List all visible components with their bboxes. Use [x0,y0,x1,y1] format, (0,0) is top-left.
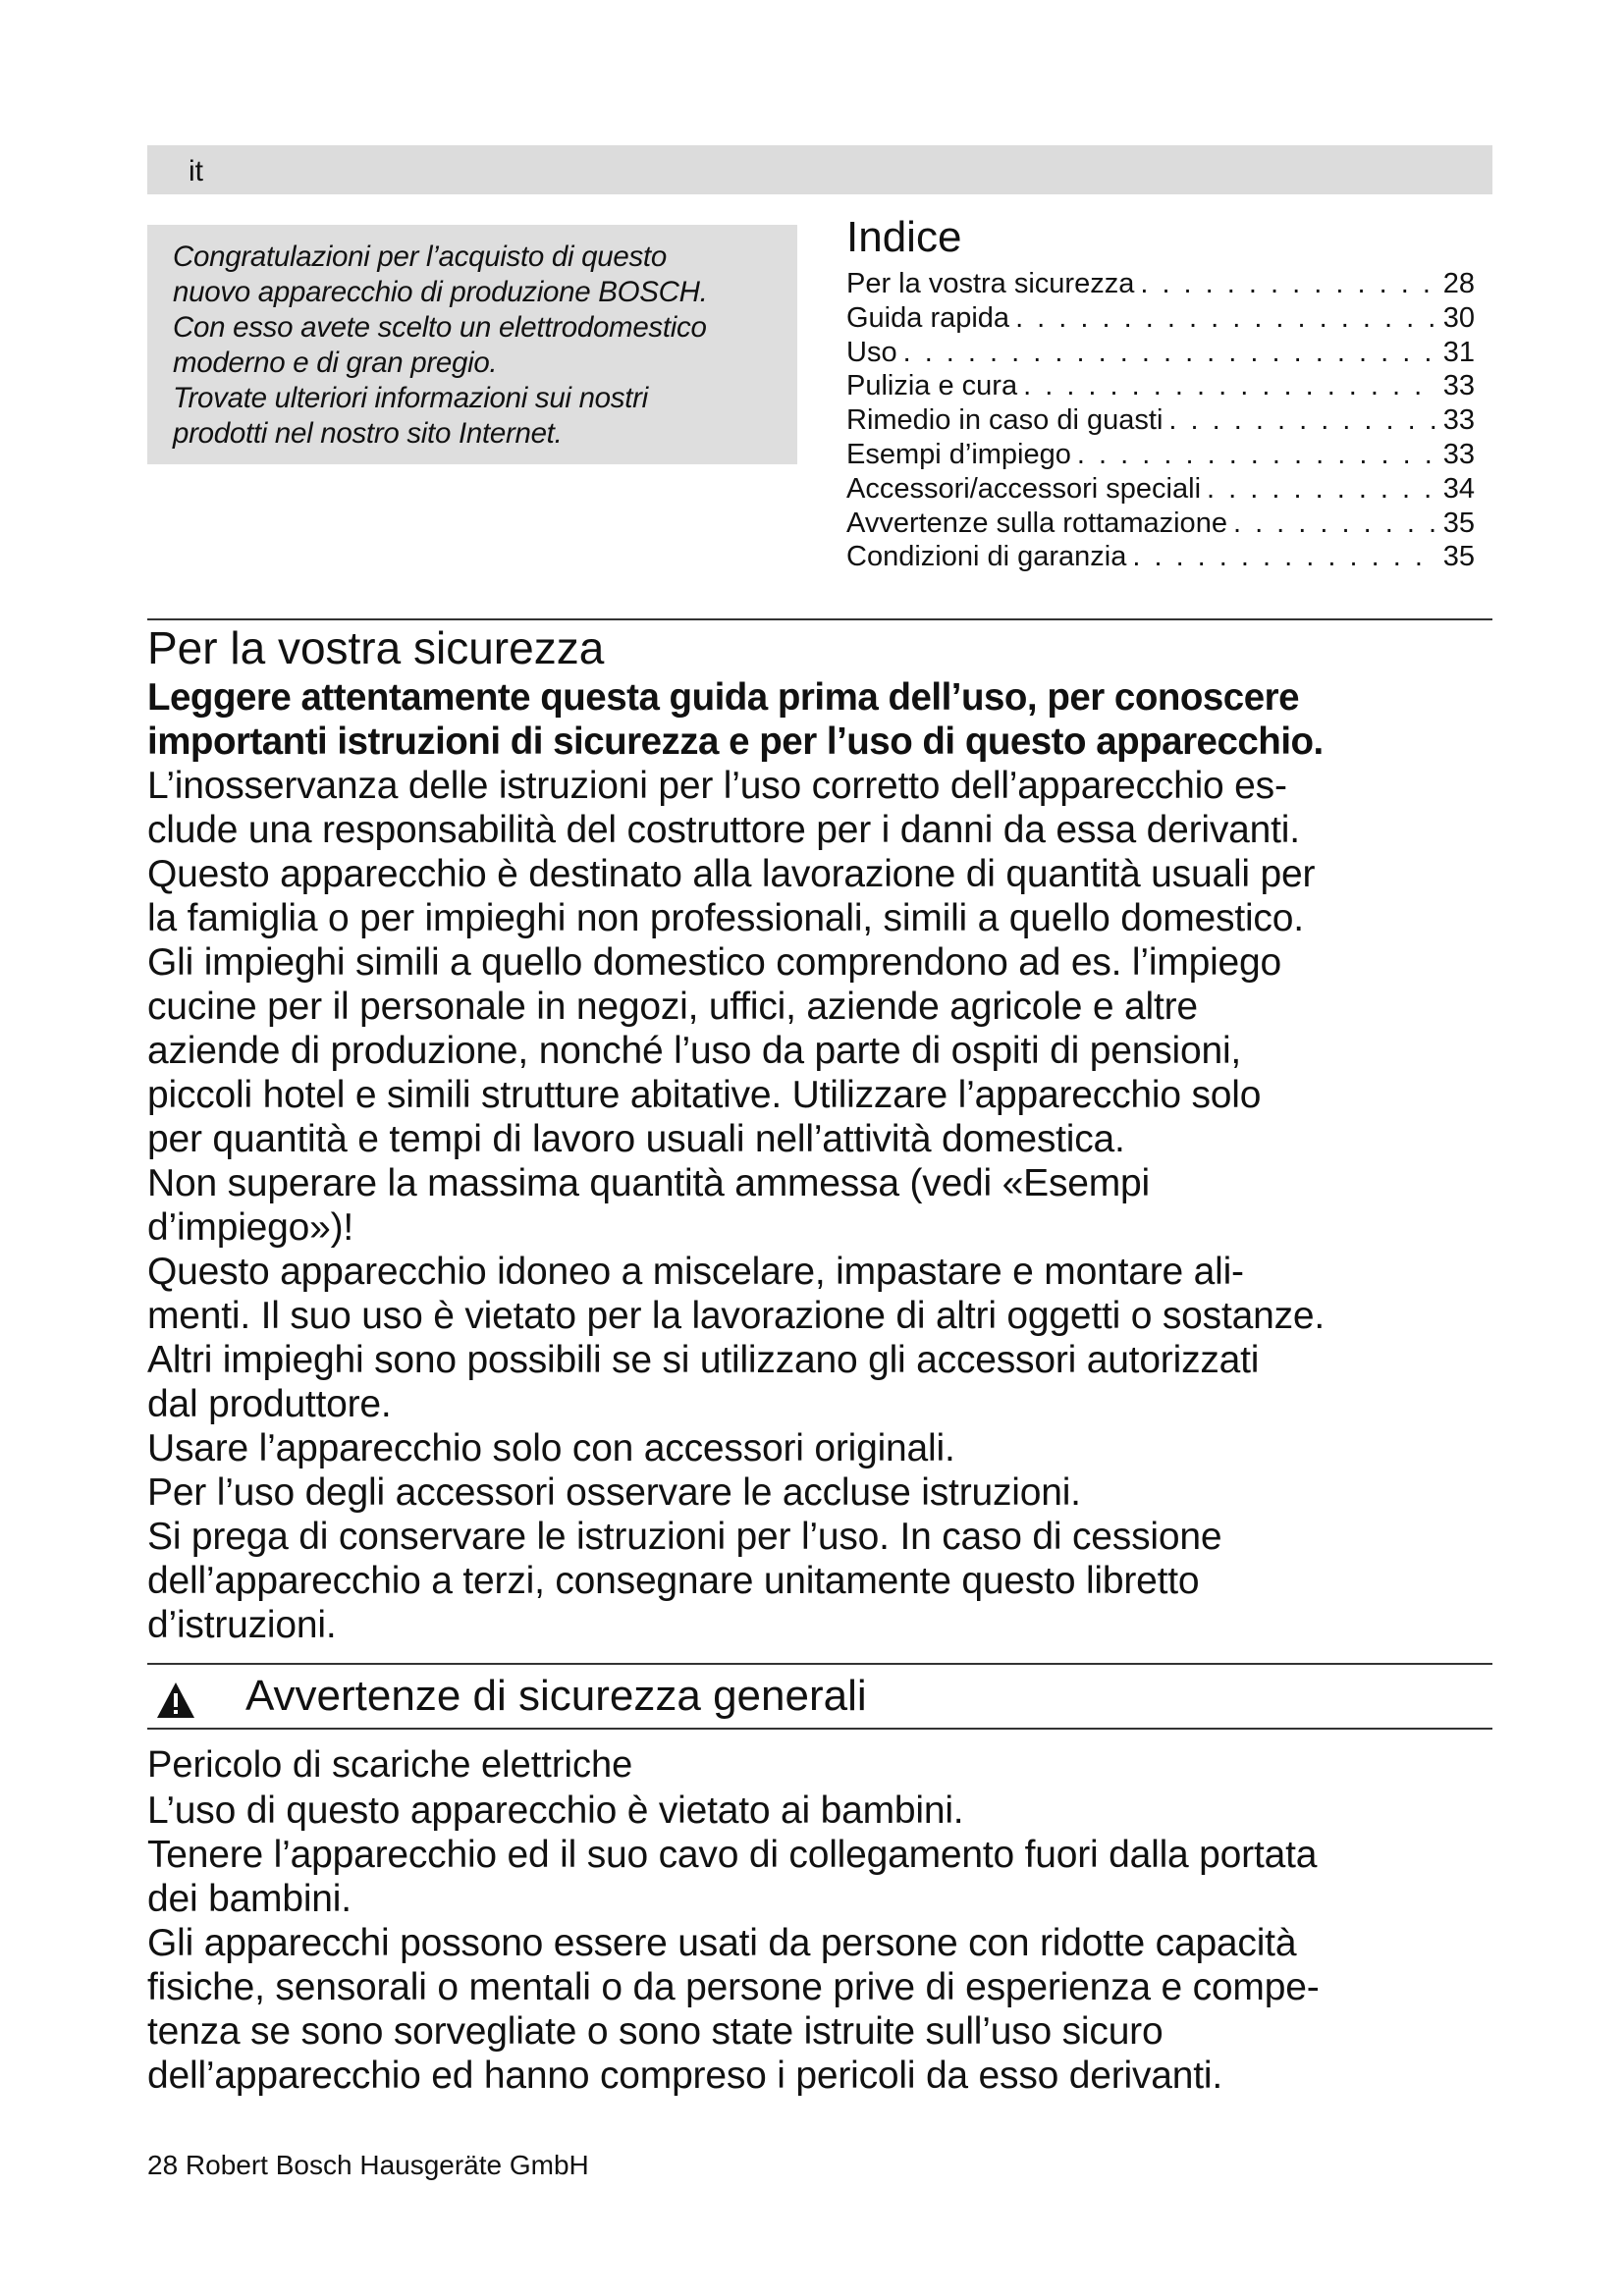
toc-item-page: 31 [1442,336,1475,368]
body-line: Tenere l’apparecchio ed il suo cavo di collegamento fuori dalla portata [147,1834,1318,1876]
toc-leader-dots [1077,438,1437,472]
body-line: la famiglia o per impieghi non professionali, simili a quello domestico. [147,897,1304,939]
body-line: fisiche, sensorali o mentali o da persone prive di esperienza e compe- [147,1966,1320,2008]
body-line: dell’apparecchio a terzi, consegnare unitamente questo libretto [147,1560,1200,1602]
body-line: cucine per il personale in negozi, uffici, aziende agricole e altre [147,986,1198,1028]
toc-leader-dots [1023,369,1437,403]
toc-leader-dots [1207,472,1437,507]
subsection-title: Pericolo di scariche elettriche [147,1744,633,1786]
toc-item-page: 35 [1442,507,1475,539]
warning-rule-bottom [147,1728,1492,1730]
page-footer: 28 Robert Bosch Hausgeräte GmbH [147,2150,589,2180]
toc-leader-dots [1015,301,1437,336]
warning-title: Avvertenze di sicurezza generali [245,1672,867,1720]
intro-line: Con esso avete scelto un elettrodomestico [173,311,707,344]
intro-box [147,225,797,464]
toc-item-label: Pulizia e cura [846,370,1018,402]
toc-leader-dots [903,336,1437,370]
toc-item[interactable] [846,507,1475,541]
body-line: dei bambini. [147,1878,352,1920]
body-line: Questo apparecchio è destinato alla lavorazione di quantità usuali per [147,853,1316,895]
lead-line: Leggere attentamente questa guida prima dell’uso, per conoscere [147,676,1300,719]
body-line: aziende di produzione, nonché l’uso da parte di ospiti di pensioni, [147,1030,1242,1072]
body-line: dell’apparecchio ed hanno compreso i pericoli da esso derivanti. [147,2055,1223,2097]
intro-line: moderno e di gran pregio. [173,347,498,379]
table-of-contents [846,210,1475,574]
intro-line: nuovo apparecchio di produzione BOSCH. [173,276,708,308]
warning-triangle-icon [155,1681,196,1720]
toc-item-page: 33 [1442,438,1475,470]
body-line: menti. Il suo uso è vietato per la lavorazione di altri oggetti o sostanze. [147,1295,1326,1337]
toc-item[interactable] [846,472,1475,507]
toc-item[interactable] [846,267,1475,301]
body-line: clude una responsabilità del costruttore per i danni da essa derivanti. [147,809,1300,851]
toc-item-label: Avvertenze sulla rottamazione [846,507,1227,539]
body-line: tenza se sono sorvegliate o sono state istruite sull’uso sicuro [147,2010,1164,2053]
toc-item-page: 28 [1442,268,1475,299]
section-title: Per la vostra sicurezza [147,622,605,673]
body-line: Gli apparecchi possono essere usati da persone con ridotte capacità [147,1922,1297,1964]
toc-item[interactable] [846,301,1475,336]
body-line: L’inosservanza delle istruzioni per l’uso corretto dell’apparecchio es- [147,765,1287,807]
body-line: Per l’uso degli accessori osservare le accluse istruzioni. [147,1471,1081,1514]
body-line: per quantità e tempi di lavoro usuali nell’attività domestica. [147,1118,1125,1160]
toc-leader-dots [1132,540,1436,574]
body-line: Altri impieghi sono possibili se si utilizzano gli accessori autorizzati [147,1339,1260,1381]
toc-item[interactable] [846,336,1475,370]
lead-line: importanti istruzioni di sicurezza e per l’uso di questo apparecchio. [147,721,1324,763]
toc-item-label: Esempi d’impiego [846,438,1071,470]
toc-item-page: 33 [1442,370,1475,402]
intro-line: Congratulazioni per l’acquisto di questo [173,240,667,273]
toc-item-label: Rimedio in caso di guasti [846,404,1164,437]
toc-item[interactable] [846,403,1475,438]
body-line: L’uso di questo apparecchio è vietato ai bambini. [147,1789,964,1832]
section-lead [147,675,1492,764]
body-line: Usare l’apparecchio solo con accessori originali. [147,1427,955,1469]
body-line: Si prega di conservare le istruzioni per l’uso. In caso di cessione [147,1516,1222,1558]
intro-line: prodotti nel nostro sito Internet. [173,417,563,450]
toc-item[interactable] [846,438,1475,472]
toc-title: Indice [846,213,962,261]
toc-item-page: 33 [1442,404,1475,437]
warning-body [147,1789,1502,2098]
toc-item-page: 35 [1442,541,1475,573]
toc-leader-dots [1233,507,1437,541]
body-line: piccoli hotel e simili strutture abitative. Utilizzare l’apparecchio solo [147,1074,1262,1116]
toc-item-label: Per la vostra sicurezza [846,268,1135,299]
warning-rule-top [147,1663,1492,1665]
toc-item-page: 30 [1442,301,1475,334]
body-line: dal produttore. [147,1383,392,1425]
body-line: Questo apparecchio idoneo a miscelare, impastare e montare ali- [147,1251,1244,1293]
toc-leader-dots [1140,267,1436,301]
toc-item[interactable] [846,540,1475,574]
body-line: d’istruzioni. [147,1604,337,1646]
language-bar [147,145,1492,194]
safety-body [147,764,1502,1647]
toc-item-page: 34 [1442,472,1475,505]
body-line: d’impiego»)! [147,1206,354,1249]
language-code: it [189,155,203,187]
toc-leader-dots [1168,403,1436,438]
body-line: Non superare la massima quantità ammessa (vedi «Esempi [147,1162,1150,1204]
intro-line: Trovate ulteriori informazioni sui nostri [173,382,648,414]
toc-item-label: Condizioni di garanzia [846,541,1127,573]
body-line: Gli impieghi simili a quello domestico comprendono ad es. l’impiego [147,941,1282,984]
toc-item[interactable] [846,369,1475,403]
toc-item-label: Guida rapida [846,301,1010,334]
toc-item-label: Uso [846,336,897,368]
warning-heading [147,1669,1492,1724]
toc-item-label: Accessori/accessori speciali [846,472,1202,505]
